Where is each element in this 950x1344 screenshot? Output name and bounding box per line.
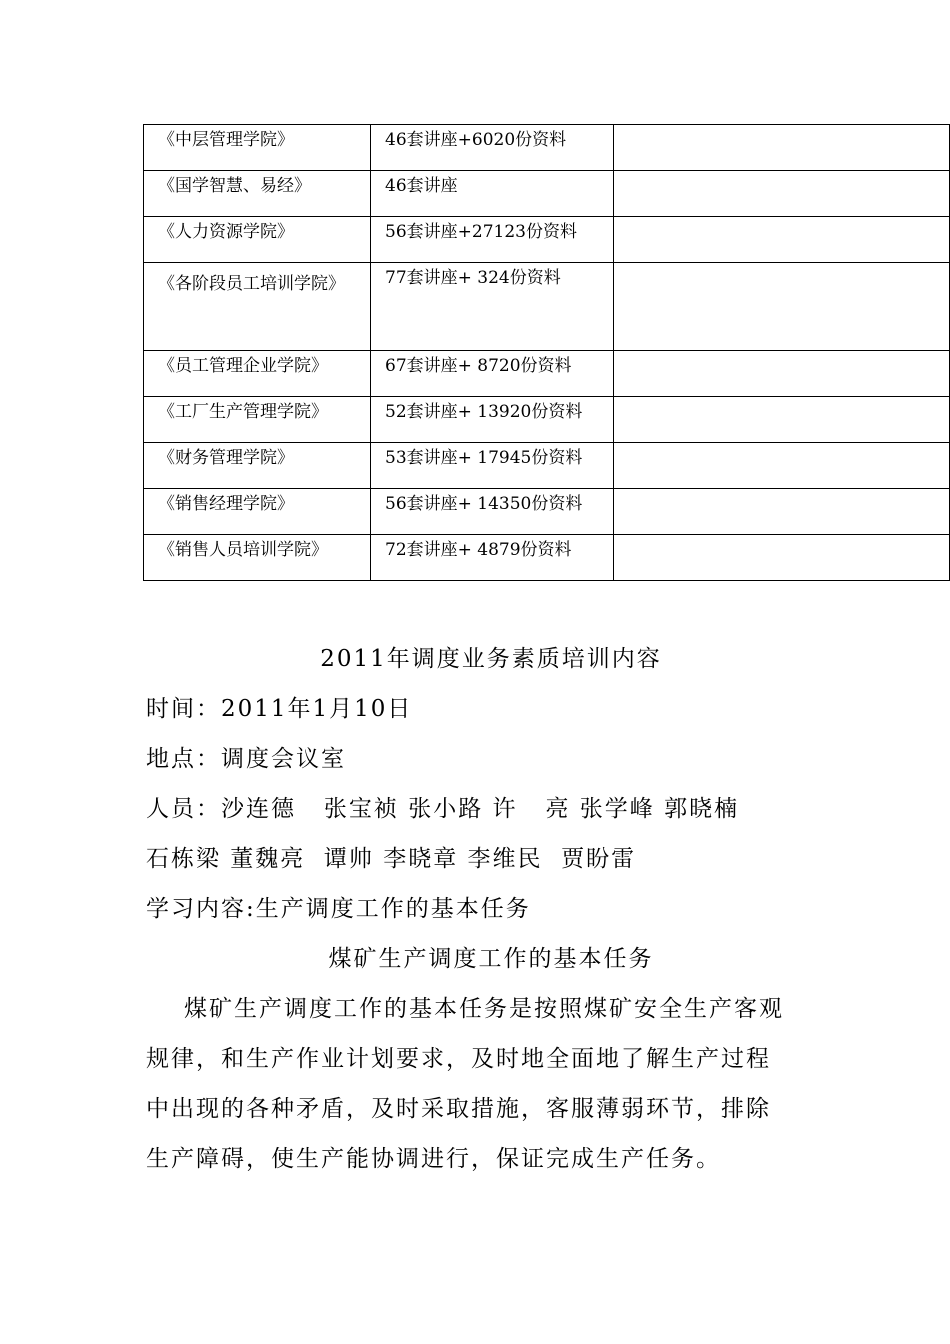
- course-name: 《人力资源学院》: [144, 217, 371, 263]
- paragraph-line-1: 煤矿生产调度工作的基本任务是按照煤矿安全生产客观: [184, 996, 784, 1022]
- course-content: 46套讲座+6020份资料: [371, 125, 614, 171]
- course-name: 《中层管理学院》: [144, 125, 371, 171]
- table-row: [144, 125, 950, 171]
- course-content: 56套讲座+ 14350份资料: [371, 489, 614, 535]
- course-content: 77套讲座+ 324份资料: [371, 263, 614, 351]
- course-name: 《员工管理企业学院》: [144, 351, 371, 397]
- table-row: [144, 351, 950, 397]
- course-name: 《销售经理学院》: [144, 489, 371, 535]
- course-catalog-table: [143, 124, 950, 581]
- course-content: 53套讲座+ 17945份资料: [371, 443, 614, 489]
- table-row: [144, 171, 950, 217]
- table-row: [144, 217, 950, 263]
- table-row: [144, 443, 950, 489]
- course-content: 52套讲座+ 13920份资料: [371, 397, 614, 443]
- table-row: [144, 535, 950, 581]
- table-row: [144, 263, 950, 351]
- course-note: [614, 263, 950, 351]
- paragraph-line-3: 中出现的各种矛盾，及时采取措施，客服薄弱环节，排除: [146, 1096, 771, 1122]
- course-content: 46套讲座: [371, 171, 614, 217]
- section-title: 煤矿生产调度工作的基本任务: [328, 946, 654, 972]
- course-name: 《工厂生产管理学院》: [144, 397, 371, 443]
- course-name: 《各阶段员工培训学院》: [144, 263, 371, 351]
- table-row: [144, 489, 950, 535]
- table-row: [144, 397, 950, 443]
- course-note: [614, 443, 950, 489]
- course-note: [614, 217, 950, 263]
- document-title: 2011年调度业务素质培训内容: [320, 646, 662, 672]
- course-note: [614, 171, 950, 217]
- paragraph-line-2: 规律，和生产作业计划要求，及时地全面地了解生产过程: [146, 1046, 771, 1072]
- course-name: 《财务管理学院》: [144, 443, 371, 489]
- course-content: 67套讲座+ 8720份资料: [371, 351, 614, 397]
- course-note: [614, 535, 950, 581]
- course-name: 《销售人员培训学院》: [144, 535, 371, 581]
- attendees-line-1: 人员：沙连德 张宝祯 张小路 许 亮 张学峰 郭晓楠: [146, 796, 740, 822]
- study-content: 学习内容:生产调度工作的基本任务: [146, 896, 531, 922]
- course-content: 72套讲座+ 4879份资料: [371, 535, 614, 581]
- course-note: [614, 397, 950, 443]
- course-note: [614, 125, 950, 171]
- paragraph-line-4: 生产障碍，使生产能协调进行，保证完成生产任务。: [146, 1146, 721, 1172]
- course-note: [614, 351, 950, 397]
- attendees-line-2: 石栋梁 董魏亮 谭帅 李晓章 李维民 贾盼雷: [146, 846, 637, 872]
- course-content: 56套讲座+27123份资料: [371, 217, 614, 263]
- course-note: [614, 489, 950, 535]
- meeting-time: 时间：2011年1月10日: [146, 696, 413, 722]
- meeting-place: 地点：调度会议室: [146, 746, 346, 772]
- course-name: 《国学智慧、易经》: [144, 171, 371, 217]
